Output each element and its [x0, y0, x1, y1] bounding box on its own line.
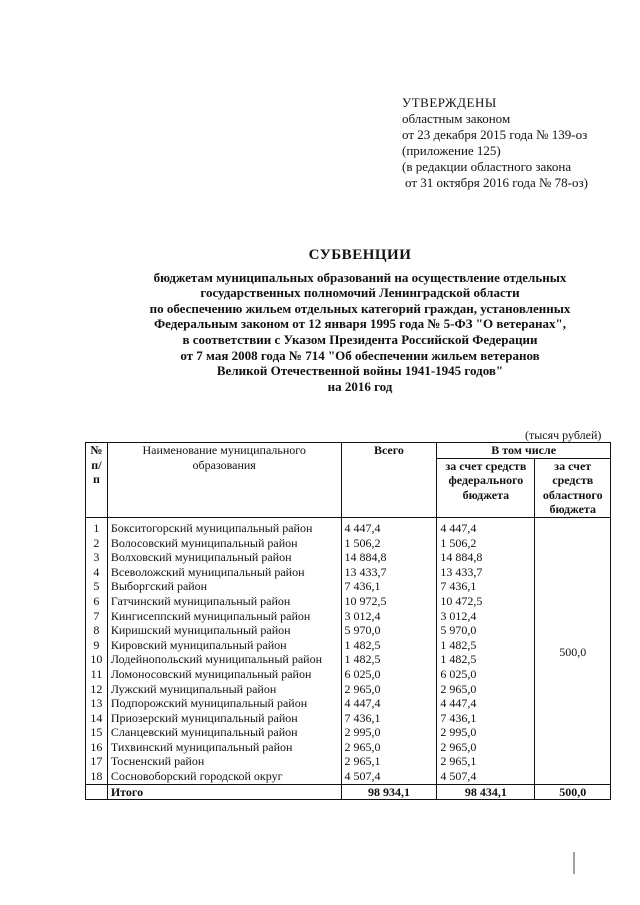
- row-num: 1: [86, 517, 108, 535]
- row-num: 4: [86, 565, 108, 580]
- row-num: 3: [86, 550, 108, 565]
- row-name: Бокситогорский муниципальный район: [107, 517, 341, 535]
- row-federal: 4 447,4: [437, 696, 535, 711]
- row-name: Выборгский район: [107, 579, 341, 594]
- row-num: 16: [86, 740, 108, 755]
- title-line: бюджетам муниципальных образований на осуществление отдельных: [153, 269, 567, 285]
- row-regional-merged: 500,0: [535, 517, 611, 784]
- row-name: Тосненский район: [107, 754, 341, 769]
- row-name: Гатчинский муниципальный район: [107, 594, 341, 609]
- row-num: 15: [86, 725, 108, 740]
- subsidy-table: [85, 442, 611, 800]
- header-federal: за счет средств федерального бюджета: [437, 458, 535, 517]
- total-num: [86, 784, 108, 800]
- row-federal: 1 506,2: [437, 536, 535, 551]
- row-federal: 3 012,4: [437, 609, 535, 624]
- table-row: [86, 754, 611, 769]
- table-row: [86, 696, 611, 711]
- row-total: 7 436,1: [341, 711, 437, 726]
- row-federal: 6 025,0: [437, 667, 535, 682]
- table-row: [86, 550, 611, 565]
- row-name: Кировский муниципальный район: [107, 638, 341, 653]
- table-row: [86, 667, 611, 682]
- header-incl: В том числе: [437, 443, 611, 459]
- approval-block: [402, 95, 588, 191]
- row-total: 4 507,4: [341, 769, 437, 784]
- total-label: Итого: [107, 784, 341, 800]
- row-num: 10: [86, 652, 108, 667]
- table-row: [86, 579, 611, 594]
- row-name: Киришский муниципальный район: [107, 623, 341, 638]
- row-federal: 1 482,5: [437, 652, 535, 667]
- row-total: 2 995,0: [341, 725, 437, 740]
- row-name: Волховский муниципальный район: [107, 550, 341, 565]
- row-num: 2: [86, 536, 108, 551]
- row-name: Тихвинский муниципальный район: [107, 740, 341, 755]
- total-sum: 98 934,1: [341, 784, 437, 800]
- row-total: 4 447,4: [341, 517, 437, 535]
- approval-line: от 23 декабря 2015 года № 139-оз: [402, 127, 588, 142]
- row-num: 9: [86, 638, 108, 653]
- row-num: 11: [86, 667, 108, 682]
- row-name: Сосновоборский городской округ: [107, 769, 341, 784]
- row-federal: 4 447,4: [437, 517, 535, 535]
- total-regional: 500,0: [535, 784, 611, 800]
- table-row: [86, 711, 611, 726]
- approval-line: от 31 октября 2016 года № 78-оз): [405, 175, 588, 190]
- title-line: в соответствии с Указом Президента Российской Федерации: [182, 331, 538, 347]
- row-total: 2 965,1: [341, 754, 437, 769]
- row-total: 7 436,1: [341, 579, 437, 594]
- row-name: Лужский муниципальный район: [107, 682, 341, 697]
- header-num: № п/п: [86, 443, 108, 518]
- title-line: Великой Отечественной войны 1941-1945 годов": [216, 363, 504, 379]
- units-note: (тысяч рублей): [525, 428, 602, 442]
- row-total: 1 482,5: [341, 638, 437, 653]
- total-row: [86, 784, 611, 800]
- row-federal: 2 965,0: [437, 740, 535, 755]
- table-row: [86, 517, 611, 535]
- row-num: 13: [86, 696, 108, 711]
- table-row: [86, 725, 611, 740]
- row-name: Всеволожский муниципальный район: [107, 565, 341, 580]
- table-row: [86, 536, 611, 551]
- row-num: 12: [86, 682, 108, 697]
- header-total: Всего: [341, 443, 437, 518]
- row-federal: 5 970,0: [437, 623, 535, 638]
- approval-heading: УТВЕРЖДЕНЫ: [402, 95, 497, 110]
- table-row: [86, 565, 611, 580]
- row-federal: 1 482,5: [437, 638, 535, 653]
- row-total: 5 970,0: [341, 623, 437, 638]
- title-line: от 7 мая 2008 года № 714 "Об обеспечении жильем ветеранов: [180, 347, 540, 363]
- title-line: государственных полномочий Ленинградской области: [200, 285, 520, 301]
- row-num: 14: [86, 711, 108, 726]
- row-name: Подпорожский муниципальный район: [107, 696, 341, 711]
- row-total: 1 482,5: [341, 652, 437, 667]
- row-federal: 2 995,0: [437, 725, 535, 740]
- row-total: 10 972,5: [341, 594, 437, 609]
- row-name: Кингисеппский муниципальный район: [107, 609, 341, 624]
- row-federal: 14 884,8: [437, 550, 535, 565]
- row-total: 3 012,4: [341, 609, 437, 624]
- row-name: Волосовский муниципальный район: [107, 536, 341, 551]
- table-row: [86, 682, 611, 697]
- approval-line: областным законом: [402, 111, 511, 126]
- table-row: [86, 638, 611, 653]
- row-federal: 2 965,0: [437, 682, 535, 697]
- row-federal: 10 472,5: [437, 594, 535, 609]
- title-line: на 2016 год: [327, 378, 393, 394]
- row-federal: 2 965,1: [437, 754, 535, 769]
- row-total: 14 884,8: [341, 550, 437, 565]
- row-federal: 13 433,7: [437, 565, 535, 580]
- row-total: 2 965,0: [341, 682, 437, 697]
- row-total: 4 447,4: [341, 696, 437, 711]
- row-federal: 7 436,1: [437, 579, 535, 594]
- approval-line: (приложение 125): [402, 143, 501, 158]
- row-name: Ломоносовский муниципальный район: [107, 667, 341, 682]
- scan-mark: [573, 852, 575, 874]
- table-row: [86, 740, 611, 755]
- row-name: Сланцевский муниципальный район: [107, 725, 341, 740]
- table-body: [86, 517, 611, 799]
- header-regional: за счет средств областного бюджета: [535, 458, 611, 517]
- table-row: [86, 594, 611, 609]
- row-total: 13 433,7: [341, 565, 437, 580]
- table-row: [86, 623, 611, 638]
- row-name: Приозерский муниципальный район: [107, 711, 341, 726]
- document-title: [80, 248, 640, 394]
- table-row: [86, 609, 611, 624]
- approval-line: (в редакции областного закона: [402, 159, 572, 174]
- row-total: 1 506,2: [341, 536, 437, 551]
- row-num: 18: [86, 769, 108, 784]
- title-main: СУБВЕНЦИИ: [308, 247, 412, 263]
- row-name: Лодейнопольский муниципальный район: [107, 652, 341, 667]
- title-line: Федеральным законом от 12 января 1995 года № 5-ФЗ "О ветеранах",: [154, 316, 566, 332]
- row-total: 2 965,0: [341, 740, 437, 755]
- table-row: [86, 769, 611, 784]
- row-num: 8: [86, 623, 108, 638]
- row-federal: 7 436,1: [437, 711, 535, 726]
- header-name: Наименование муниципального образования: [107, 443, 341, 518]
- row-num: 17: [86, 754, 108, 769]
- row-num: 6: [86, 594, 108, 609]
- title-line: по обеспечению жильем отдельных категорий граждан, установленных: [149, 300, 571, 316]
- table-row: [86, 652, 611, 667]
- row-total: 6 025,0: [341, 667, 437, 682]
- row-federal: 4 507,4: [437, 769, 535, 784]
- row-num: 7: [86, 609, 108, 624]
- row-num: 5: [86, 579, 108, 594]
- total-federal: 98 434,1: [437, 784, 535, 800]
